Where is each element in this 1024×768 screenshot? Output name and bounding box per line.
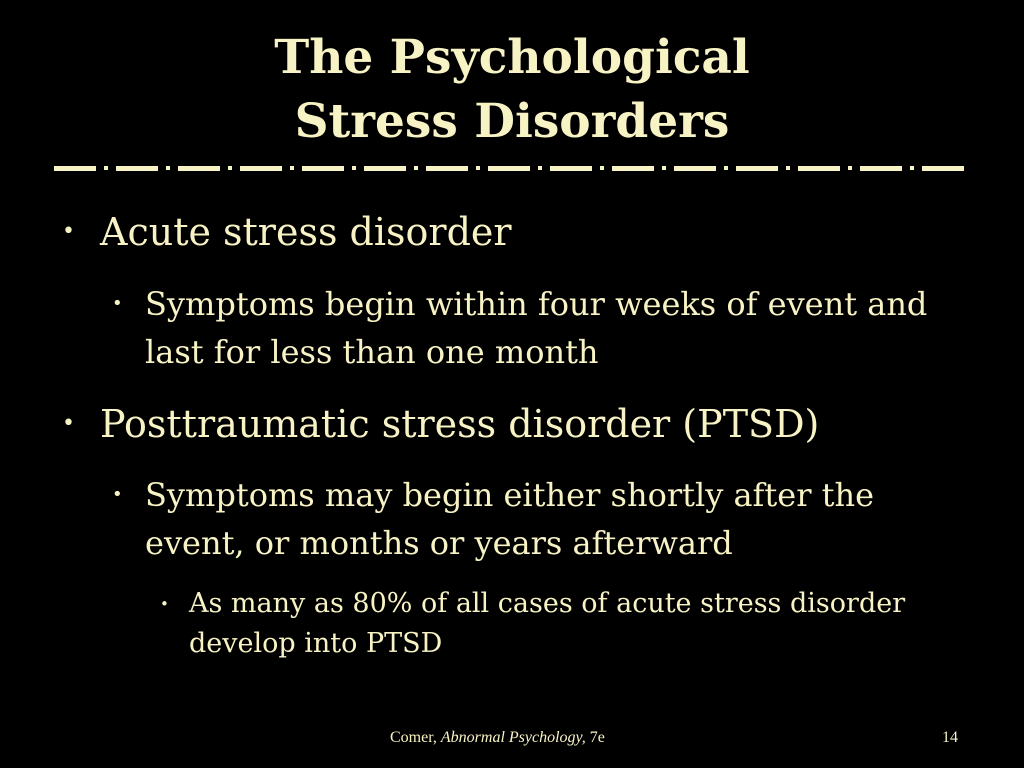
divider-dash (54, 166, 96, 171)
title-divider (54, 160, 974, 180)
bullet-text: As many as 80% of all cases of acute stress disorder develop into PTSD (189, 588, 906, 659)
bullet-text: Symptoms begin within four weeks of event and last for less than one month (145, 285, 928, 371)
divider-dash (488, 166, 530, 171)
divider-dash (550, 166, 592, 171)
footer-citation (390, 729, 605, 747)
footer-author: Comer, (390, 729, 437, 746)
bullet-dot: • (112, 484, 123, 505)
footer-book-title: Abnormal Psychology, (440, 729, 586, 746)
divider-dot (724, 166, 728, 170)
divider-dash (612, 166, 654, 171)
divider-dash (736, 166, 778, 171)
divider-dash (426, 166, 468, 171)
divider-dot (910, 166, 914, 170)
divider-dot (848, 166, 852, 170)
slide-footer (0, 729, 1024, 751)
divider-dash (178, 166, 220, 171)
divider-dot (600, 166, 604, 170)
bullet-dot: • (62, 411, 75, 436)
divider-dash (364, 166, 406, 171)
divider-dash (674, 166, 716, 171)
title-line-2: Stress Disorders (294, 94, 730, 149)
divider-dot (104, 166, 108, 170)
divider-dot (352, 166, 356, 170)
divider-dot (166, 166, 170, 170)
page-number: 14 (942, 729, 958, 746)
bullet-text: Posttraumatic stress disorder (PTSD) (100, 402, 820, 446)
divider-dash (302, 166, 344, 171)
divider-dash (798, 166, 840, 171)
bullet-dot: • (62, 219, 75, 244)
divider-dash (860, 166, 902, 171)
bullet-ptsd (62, 400, 962, 448)
divider-dash (240, 166, 282, 171)
sub-sub-bullet-ptsd-rate (160, 584, 940, 664)
divider-dot (290, 166, 294, 170)
bullet-dot: • (160, 595, 169, 613)
title-line-1: The Psychological (274, 30, 750, 85)
bullet-text: Symptoms may begin either shortly after the event, or months or years afterward (145, 476, 875, 562)
divider-dot (538, 166, 542, 170)
divider-dot (662, 166, 666, 170)
footer-edition: 7e (589, 729, 605, 746)
sub-bullet-ptsd-symptoms (112, 471, 952, 567)
divider-dash (116, 166, 158, 171)
divider-dash (922, 166, 964, 171)
bullet-dot: • (112, 293, 123, 314)
divider-dot (228, 166, 232, 170)
divider-dot (476, 166, 480, 170)
slide-title (0, 26, 1024, 154)
bullet-text: Acute stress disorder (100, 210, 512, 254)
divider-dot (414, 166, 418, 170)
sub-bullet-acute-symptoms (112, 280, 952, 376)
divider-dot (786, 166, 790, 170)
bullet-acute-stress-disorder (62, 208, 962, 256)
